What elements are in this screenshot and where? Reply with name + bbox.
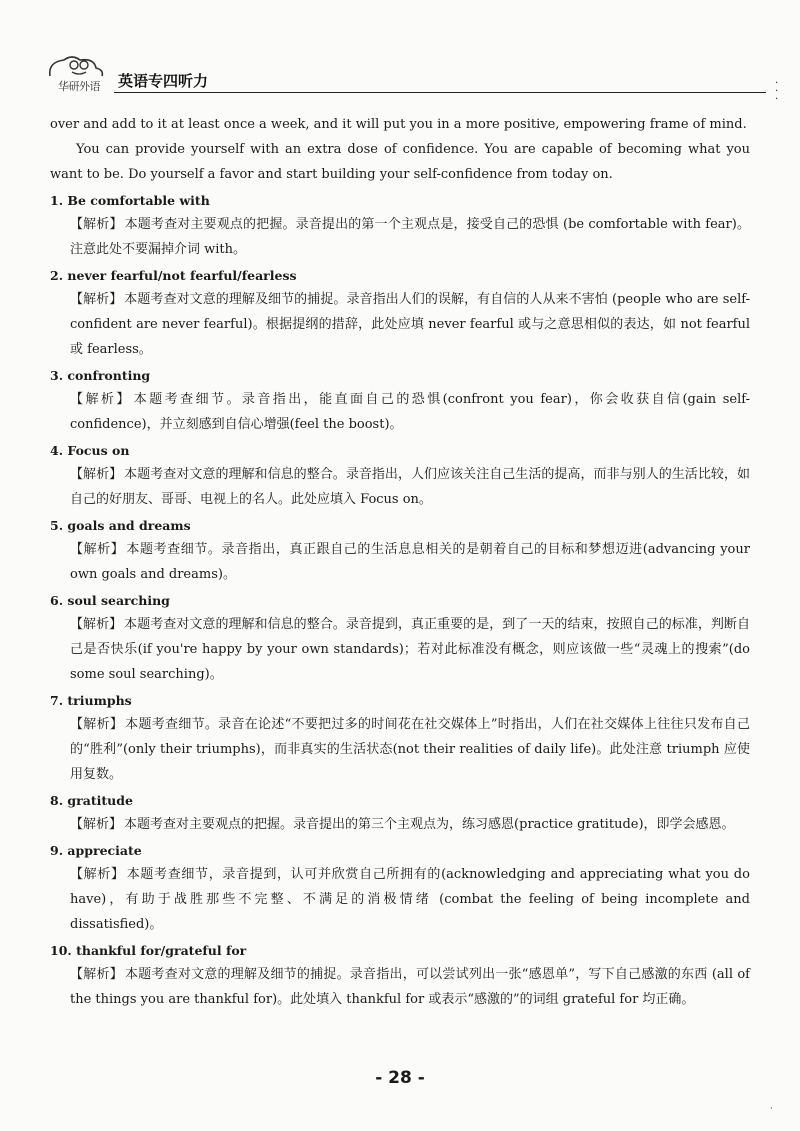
analysis-text: 本题考查细节，录音提到，认可并欣赏自己所拥有的(acknowledging and appreciating what you do have)，有助于战胜那些不完整、不满足的消极情绪 (combat the feeling of being incomplete and dissatisfied)。 xyxy=(70,867,750,932)
analysis-text: 本题考查对文意的理解和信息的整合。录音提到，真正重要的是，到了一天的结束，按照自己的标准，判断自己是否快乐(if you're happy by your own standards)；若对此标准没有概念，则应该做一些“灵魂上的搜索”(do some soul searching)。 xyxy=(70,617,750,682)
logo-mark-icon xyxy=(42,54,116,80)
analysis-tag: 【 解析 】 xyxy=(70,542,124,557)
answer-item xyxy=(50,590,750,687)
header-divider xyxy=(114,92,766,93)
answer-key: 3. confronting xyxy=(50,368,151,383)
answer-key: 8. gratitude xyxy=(50,793,133,808)
analysis-text: 本题考查细节。录音指出，能直面自己的恐惧(confront you fear)，你会收获自信(gain self-confidence)，并立刻感到自信心增强(feel the boost)。 xyxy=(70,392,750,432)
answer-list xyxy=(50,190,750,1012)
page-content xyxy=(50,112,750,1012)
analysis-body xyxy=(50,862,750,937)
analysis-text: 本题考查对文意的理解和信息的整合。录音指出，人们应该关注自己生活的提高，而非与别人的生活比较，如自己的好朋友、哥哥、电视上的名人。此处应填入 Focus on。 xyxy=(70,467,750,507)
logo-text: 华研外语 xyxy=(58,80,100,93)
answer-item xyxy=(50,790,750,837)
publisher-logo xyxy=(42,54,116,96)
analysis-body xyxy=(50,537,750,587)
analysis-body xyxy=(50,462,750,512)
analysis-text: 本题考查对文意的理解及细节的捕捉。录音指出人们的误解，有自信的人从来不害怕 (people who are self-confident are never fearful)。根据提纲的措辞，此处应填 never fearful 或与之意思相似的表达，如 not fearful 或 fearless。 xyxy=(70,292,750,357)
passage-paragraph-2: You can provide yourself with an extra dose of confidence. You are capable of becoming what you want to be. Do yourself a favor and start building your self-confidence from today on. xyxy=(50,142,750,182)
answer-key: 7. triumphs xyxy=(50,693,132,708)
analysis-tag: 【 解析 】 xyxy=(70,817,122,832)
answer-item xyxy=(50,265,750,362)
analysis-body xyxy=(50,812,750,837)
answer-item xyxy=(50,940,750,1012)
answer-item xyxy=(50,515,750,587)
answer-item xyxy=(50,365,750,437)
page-header xyxy=(30,48,770,98)
answer-key: 4. Focus on xyxy=(50,443,130,458)
analysis-body xyxy=(50,962,750,1012)
answer-key: 2. never fearful/not fearful/fearless xyxy=(50,268,297,283)
analysis-text: 本题考查对主要观点的把握。录音提出的第一个主观点是，接受自己的恐惧 (be comfortable with fear)。注意此处不要漏掉介词 with。 xyxy=(70,217,750,257)
book-title: 英语专四听力 xyxy=(118,72,209,90)
analysis-tag: 【 解析 】 xyxy=(70,617,122,632)
analysis-tag: 【 解析 】 xyxy=(70,867,125,882)
analysis-text: 本题考查对文意的理解及细节的捕捉。录音指出，可以尝试列出一张“感恩单”，写下自己感激的东西 (all of the things you are thankful for)。此处填入 thankful for 或表示“感激的”的词组 grateful for 均正确。 xyxy=(70,967,750,1007)
answer-item xyxy=(50,440,750,512)
passage-paragraph-1: over and add to it at least once a week, and it will put you in a more positive, empowering frame of mind. xyxy=(50,117,747,132)
analysis-tag: 【 解析 】 xyxy=(70,467,122,482)
analysis-body xyxy=(50,212,750,262)
answer-item xyxy=(50,190,750,262)
answer-item xyxy=(50,690,750,787)
analysis-body xyxy=(50,287,750,362)
answer-key: 10. thankful for/grateful for xyxy=(50,943,247,958)
answer-key: 6. soul searching xyxy=(50,593,170,608)
page-number: - 28 - xyxy=(375,1068,425,1088)
answer-key: 5. goals and dreams xyxy=(50,518,191,533)
analysis-tag: 【 解析 】 xyxy=(70,717,123,732)
analysis-body xyxy=(50,612,750,687)
analysis-tag: 【 解析 】 xyxy=(70,392,132,407)
analysis-body xyxy=(50,387,750,437)
answer-key: 1. Be comfortable with xyxy=(50,193,210,208)
analysis-tag: 【 解析 】 xyxy=(70,292,122,307)
analysis-text: 本题考查细节。录音指出，真正跟自己的生活息息相关的是朝着自己的目标和梦想迈进(advancing your own goals and dreams)。 xyxy=(70,542,750,582)
analysis-body xyxy=(50,712,750,787)
analysis-tag: 【 解析 】 xyxy=(70,967,123,982)
answer-item xyxy=(50,840,750,937)
analysis-text: 本题考查细节。录音在论述“不要把过多的时间花在社交媒体上”时指出，人们在社交媒体上往往只发布自己的“胜利”(only their triumphs)，而非真实的生活状态(not their realities of daily life)。此处注意 triumph 应使用复数。 xyxy=(70,717,750,782)
corner-mark: · xyxy=(770,1104,773,1114)
analysis-text: 本题考查对主要观点的把握。录音提出的第三个主观点为，练习感恩(practice gratitude)，即学会感恩。 xyxy=(124,817,735,832)
margin-dots: · · · xyxy=(775,78,779,105)
answer-key: 9. appreciate xyxy=(50,843,142,858)
analysis-tag: 【 解析 】 xyxy=(70,217,123,232)
